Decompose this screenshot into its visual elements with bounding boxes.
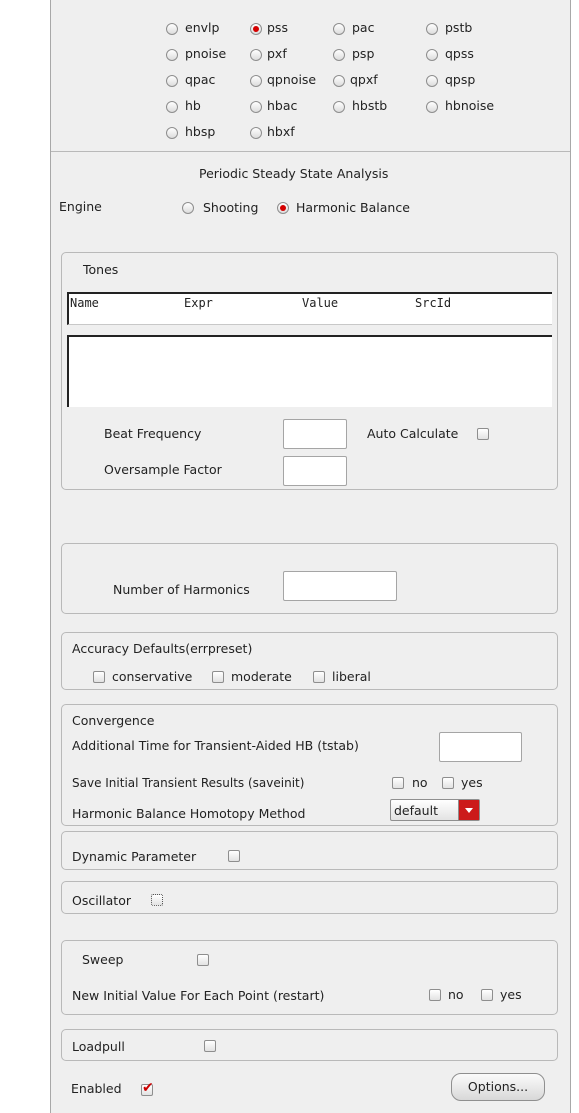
conservative-label: conservative bbox=[112, 669, 193, 684]
radio-qpss[interactable] bbox=[426, 49, 438, 61]
radio-qpxf[interactable] bbox=[333, 75, 345, 87]
page-title: Periodic Steady State Analysis bbox=[199, 166, 389, 181]
radio-hb[interactable] bbox=[166, 101, 178, 113]
radio-label-pss: pss bbox=[267, 20, 288, 35]
sweep-checkbox[interactable] bbox=[197, 954, 209, 966]
radio-label-hbstb: hbstb bbox=[352, 98, 388, 113]
saveinit-yes-label: yes bbox=[461, 775, 483, 790]
restart-no-checkbox[interactable] bbox=[429, 989, 441, 1001]
accuracy-title: Accuracy Defaults(errpreset) bbox=[72, 641, 253, 656]
oscillator-label: Oscillator bbox=[72, 893, 131, 908]
radio-qpnoise[interactable] bbox=[250, 75, 262, 87]
tstab-input[interactable] bbox=[439, 732, 522, 762]
radio-qpac[interactable] bbox=[166, 75, 178, 87]
radio-engine-harmonic-balance[interactable] bbox=[277, 202, 289, 214]
radio-hbnoise[interactable] bbox=[426, 101, 438, 113]
tones-title: Tones bbox=[83, 262, 119, 277]
tstab-label: Additional Time for Transient-Aided HB (tstab) bbox=[72, 738, 359, 753]
radio-pstb[interactable] bbox=[426, 23, 438, 35]
convergence-group bbox=[61, 704, 558, 826]
column-header-expr: Expr bbox=[184, 296, 213, 310]
radio-hbstb[interactable] bbox=[333, 101, 345, 113]
radio-label-qpac: qpac bbox=[185, 72, 216, 87]
homotopy-select[interactable] bbox=[390, 799, 480, 821]
radio-pac[interactable] bbox=[333, 23, 345, 35]
tones-table-body[interactable] bbox=[67, 335, 552, 407]
radio-label-hbac: hbac bbox=[267, 98, 298, 113]
radio-psp[interactable] bbox=[333, 49, 345, 61]
homotopy-select-value: default bbox=[394, 803, 438, 818]
radio-label-psp: psp bbox=[352, 46, 375, 61]
convergence-title: Convergence bbox=[72, 713, 155, 728]
conservative-checkbox[interactable] bbox=[93, 671, 105, 683]
chevron-down-icon[interactable] bbox=[458, 800, 479, 820]
radio-hbsp[interactable] bbox=[166, 127, 178, 139]
oversample-factor-input[interactable] bbox=[283, 456, 347, 486]
radio-hbxf[interactable] bbox=[250, 127, 262, 139]
engine-hb-label: Harmonic Balance bbox=[296, 200, 410, 215]
radio-label-pnoise: pnoise bbox=[185, 46, 227, 61]
column-header-value: Value bbox=[302, 296, 339, 310]
loadpull-group bbox=[61, 1029, 558, 1061]
radio-label-hbxf: hbxf bbox=[267, 124, 295, 139]
radio-pss[interactable] bbox=[250, 23, 262, 35]
radio-label-qpnoise: qpnoise bbox=[267, 72, 317, 87]
tones-table-header bbox=[67, 292, 552, 325]
restart-no-label: no bbox=[448, 987, 464, 1002]
saveinit-yes-checkbox[interactable] bbox=[442, 777, 454, 789]
tones-group bbox=[61, 252, 558, 490]
radio-label-qpss: qpss bbox=[445, 46, 474, 61]
column-header-srcid: SrcId bbox=[415, 296, 452, 310]
restart-yes-checkbox[interactable] bbox=[481, 989, 493, 1001]
radio-label-pac: pac bbox=[352, 20, 375, 35]
options-button-label: Options... bbox=[467, 1079, 529, 1094]
harmonics-input[interactable] bbox=[283, 571, 397, 601]
beat-frequency-label: Beat Frequency bbox=[104, 426, 202, 441]
radio-label-qpsp: qpsp bbox=[445, 72, 476, 87]
enabled-label: Enabled bbox=[71, 1081, 122, 1096]
sweep-label: Sweep bbox=[82, 952, 124, 967]
enabled-checkbox[interactable] bbox=[141, 1080, 154, 1096]
dynamic-parameter-checkbox[interactable] bbox=[228, 850, 240, 862]
restart-label: New Initial Value For Each Point (restart) bbox=[72, 988, 325, 1003]
oscillator-checkbox[interactable] bbox=[151, 894, 163, 906]
harmonics-group bbox=[61, 543, 558, 614]
radio-envlp[interactable] bbox=[166, 23, 178, 35]
accuracy-group bbox=[61, 632, 558, 690]
oscillator-group bbox=[61, 881, 558, 914]
checkmark-icon: ✔ bbox=[142, 1080, 154, 1096]
restart-yes-label: yes bbox=[500, 987, 522, 1002]
radio-pxf[interactable] bbox=[250, 49, 262, 61]
engine-label: Engine bbox=[59, 199, 102, 214]
options-button[interactable] bbox=[451, 1073, 545, 1101]
radio-label-hbsp: hbsp bbox=[185, 124, 216, 139]
liberal-label: liberal bbox=[332, 669, 371, 684]
radio-label-qpxf: qpxf bbox=[350, 72, 378, 87]
dynamic-parameter-label: Dynamic Parameter bbox=[72, 849, 197, 864]
radio-qpsp[interactable] bbox=[426, 75, 438, 87]
harmonics-label: Number of Harmonics bbox=[113, 582, 250, 597]
saveinit-no-label: no bbox=[412, 775, 428, 790]
radio-label-pxf: pxf bbox=[267, 46, 287, 61]
moderate-label: moderate bbox=[231, 669, 292, 684]
liberal-checkbox[interactable] bbox=[313, 671, 325, 683]
dynamic-parameter-group bbox=[61, 831, 558, 870]
radio-label-pstb: pstb bbox=[445, 20, 473, 35]
radio-hbac[interactable] bbox=[250, 101, 262, 113]
sweep-group bbox=[61, 940, 558, 1015]
loadpull-label: Loadpull bbox=[72, 1039, 125, 1054]
auto-calculate-label: Auto Calculate bbox=[367, 426, 459, 441]
radio-label-hb: hb bbox=[185, 98, 201, 113]
saveinit-no-checkbox[interactable] bbox=[392, 777, 404, 789]
loadpull-checkbox[interactable] bbox=[204, 1040, 216, 1052]
radio-engine-shooting[interactable] bbox=[182, 202, 194, 214]
analysis-form-panel bbox=[50, 0, 571, 1113]
radio-label-hbnoise: hbnoise bbox=[445, 98, 495, 113]
auto-calculate-checkbox[interactable] bbox=[477, 428, 489, 440]
radio-label-envlp: envlp bbox=[185, 20, 220, 35]
moderate-checkbox[interactable] bbox=[212, 671, 224, 683]
oversample-factor-label: Oversample Factor bbox=[104, 462, 222, 477]
separator bbox=[51, 151, 570, 152]
saveinit-label: Save Initial Transient Results (saveinit) bbox=[72, 776, 305, 790]
beat-frequency-input[interactable] bbox=[283, 419, 347, 449]
homotopy-label: Harmonic Balance Homotopy Method bbox=[72, 806, 306, 821]
engine-shooting-label: Shooting bbox=[203, 200, 259, 215]
column-header-name: Name bbox=[70, 296, 99, 310]
radio-pnoise[interactable] bbox=[166, 49, 178, 61]
